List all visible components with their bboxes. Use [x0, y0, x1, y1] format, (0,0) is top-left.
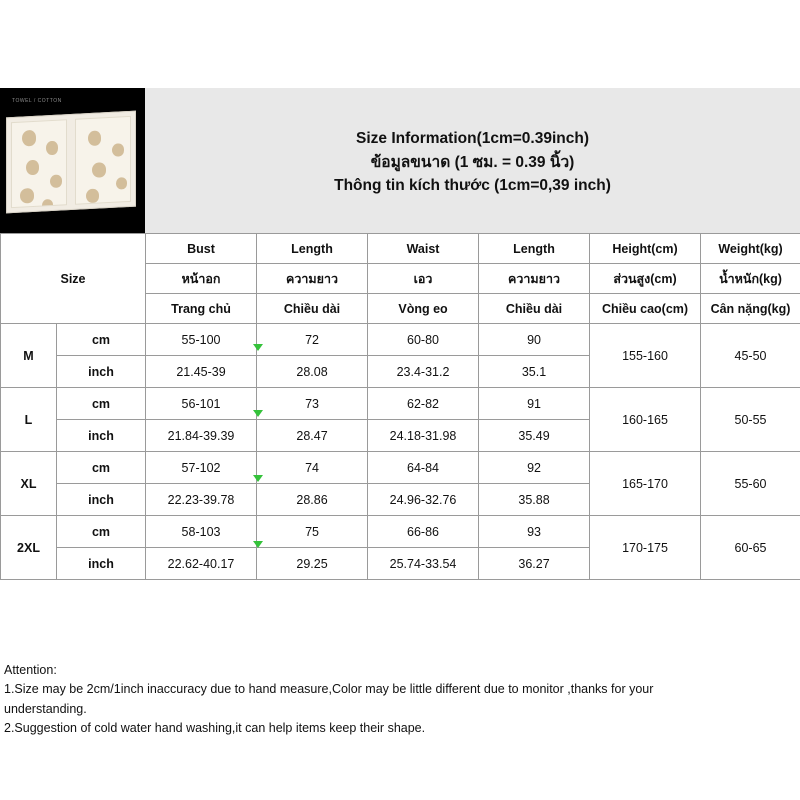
m-inch-waist: 23.4-31.2: [368, 356, 479, 388]
title-line-en: Size Information(1cm=0.39inch): [356, 129, 589, 147]
xl-cm-length2: 92: [479, 452, 590, 484]
xl-inch-waist: 24.96-32.76: [368, 484, 479, 516]
xl-cm-bust: 57-102: [146, 452, 257, 484]
attention-line-1: 1.Size may be 2cm/1inch inaccuracy due to hand measure,Color may be little different due to monitor ,thanks for your: [4, 682, 654, 697]
table-row: [1, 452, 800, 484]
green-tick-icon: [253, 475, 263, 482]
l-cm-length1: 73: [257, 388, 368, 420]
m-inch-length1: 28.08: [257, 356, 368, 388]
header-waist-th: เอว: [368, 264, 479, 294]
l-height: 160-165: [590, 388, 701, 452]
unit-inch-l: inch: [57, 420, 146, 452]
size-name-l: L: [1, 388, 57, 452]
header-height-th: ส่วนสูง(cm): [590, 264, 701, 294]
unit-inch-xl: inch: [57, 484, 146, 516]
header-weight-th: น้ำหนัก(kg): [701, 264, 800, 294]
table-row: [1, 324, 800, 356]
m-cm-waist: 60-80: [368, 324, 479, 356]
xxl-weight: 60-65: [701, 516, 800, 580]
header-height-en: Height(cm): [590, 234, 701, 264]
m-inch-bust: 21.45-39: [146, 356, 257, 388]
title-block: [145, 88, 800, 233]
xxl-height: 170-175: [590, 516, 701, 580]
xl-inch-length2: 35.88: [479, 484, 590, 516]
unit-cm-m: cm: [57, 324, 146, 356]
size-name-2xl: 2XL: [1, 516, 57, 580]
header-weight-vi: Cân nặng(kg): [701, 294, 800, 324]
size-chart-sheet: [0, 88, 800, 580]
attention-line-3: 2.Suggestion of cold water hand washing,it can help items keep their shape.: [4, 721, 426, 736]
l-cm-waist: 62-82: [368, 388, 479, 420]
l-inch-length1: 28.47: [257, 420, 368, 452]
green-tick-icon: [253, 344, 263, 351]
l-inch-waist: 24.18-31.98: [368, 420, 479, 452]
header-bust-en: Bust: [146, 234, 257, 264]
towel-left-icon: [11, 119, 67, 208]
unit-inch-2xl: inch: [57, 548, 146, 580]
m-inch-length2: 35.1: [479, 356, 590, 388]
xxl-cm-length1: 75: [257, 516, 368, 548]
l-cm-bust: 56-101: [146, 388, 257, 420]
unit-cm-l: cm: [57, 388, 146, 420]
attention-block: [4, 661, 796, 739]
size-table: [0, 233, 800, 580]
photo-content: [6, 111, 136, 214]
xxl-cm-bust: 58-103: [146, 516, 257, 548]
towel-right-icon: [75, 116, 131, 205]
product-photo: [0, 88, 145, 233]
unit-cm-xl: cm: [57, 452, 146, 484]
title-line-vi: Thông tin kích thước (1cm=0,39 inch): [334, 177, 611, 195]
xxl-inch-length1: 29.25: [257, 548, 368, 580]
table-header-row-en: [1, 234, 800, 264]
size-name-m: M: [1, 324, 57, 388]
m-cm-bust: 55-100: [146, 324, 257, 356]
table-row: [1, 516, 800, 548]
unit-cm-2xl: cm: [57, 516, 146, 548]
unit-inch-m: inch: [57, 356, 146, 388]
xxl-inch-waist: 25.74-33.54: [368, 548, 479, 580]
xl-cm-length1: 74: [257, 452, 368, 484]
table-row: [1, 388, 800, 420]
header-band: [0, 88, 800, 233]
xl-inch-bust: 22.23-39.78: [146, 484, 257, 516]
header-weight-en: Weight(kg): [701, 234, 800, 264]
xxl-inch-bust: 22.62-40.17: [146, 548, 257, 580]
m-cm-length2: 90: [479, 324, 590, 356]
xl-height: 165-170: [590, 452, 701, 516]
title-line-th: ข้อมูลขนาด (1 ซม. = 0.39 นิ้ว): [370, 153, 575, 171]
xxl-cm-waist: 66-86: [368, 516, 479, 548]
header-length2-en: Length: [479, 234, 590, 264]
l-inch-length2: 35.49: [479, 420, 590, 452]
l-inch-bust: 21.84-39.39: [146, 420, 257, 452]
header-length1-vi: Chiều dài: [257, 294, 368, 324]
m-height: 155-160: [590, 324, 701, 388]
m-weight: 45-50: [701, 324, 800, 388]
header-height-vi: Chiều cao(cm): [590, 294, 701, 324]
header-length2-vi: Chiều dài: [479, 294, 590, 324]
m-cm-length1: 72: [257, 324, 368, 356]
xxl-cm-length2: 93: [479, 516, 590, 548]
l-cm-length2: 91: [479, 388, 590, 420]
header-waist-en: Waist: [368, 234, 479, 264]
header-length1-en: Length: [257, 234, 368, 264]
green-tick-icon: [253, 410, 263, 417]
header-bust-vi: Trang chủ: [146, 294, 257, 324]
header-length2-th: ความยาว: [479, 264, 590, 294]
xl-inch-length1: 28.86: [257, 484, 368, 516]
attention-line-2: understanding.: [4, 701, 87, 716]
l-weight: 50-55: [701, 388, 800, 452]
size-label-cell: Size: [1, 234, 146, 324]
attention-title: Attention:: [4, 663, 57, 677]
size-name-xl: XL: [1, 452, 57, 516]
photo-watermark-label: TOWEL / COTTON: [12, 98, 62, 104]
green-tick-icon: [253, 541, 263, 548]
header-waist-vi: Vòng eo: [368, 294, 479, 324]
header-length1-th: ความยาว: [257, 264, 368, 294]
xl-weight: 55-60: [701, 452, 800, 516]
header-bust-th: หน้าอก: [146, 264, 257, 294]
xl-cm-waist: 64-84: [368, 452, 479, 484]
xxl-inch-length2: 36.27: [479, 548, 590, 580]
